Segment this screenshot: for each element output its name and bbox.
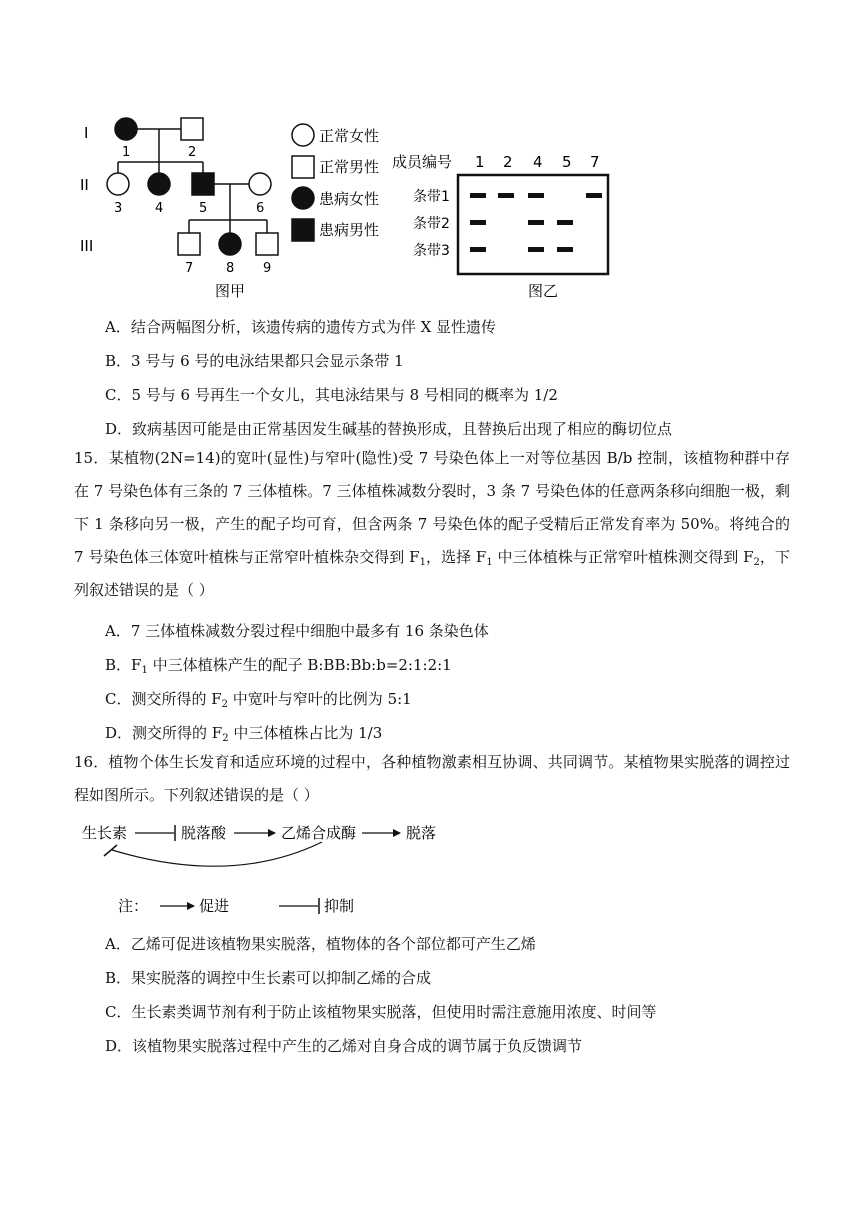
q15-option-b: B．$F_1$ 中三体植株产生的配子 B:BB:Bb:b=2:1:2:1 <box>105 656 452 676</box>
q14-option-c: C．5 号与 6 号再生一个女儿，其电泳结果与 8 号相同的概率为 1/2 <box>105 386 558 404</box>
member-1-affected-female <box>115 118 137 140</box>
q15-stem <box>74 442 790 607</box>
band-1-member-4 <box>528 193 544 198</box>
lane-label-1: 1 <box>475 153 485 171</box>
legend-normal-female-icon <box>292 124 314 146</box>
q15-sub-1: 1 <box>419 557 426 568</box>
q15-stem-part-2: ，选择 F <box>425 548 487 566</box>
q15-sub-2: 1 <box>486 557 493 568</box>
feedback-curve <box>112 842 322 866</box>
q15-stem-part-3: 中三体植株与正常窄叶植株测交得到 F <box>492 548 754 566</box>
q16-option-c: C．生长素类调节剂有利于防止该植物果实脱落，但使用时需注意施用浓度、时间等 <box>105 1003 657 1021</box>
band-1-member-2 <box>498 193 514 198</box>
q15-stem-part-4: ，下列叙述错误的是（ ） <box>74 548 790 599</box>
q14-option-a: A．结合两幅图分析，该遗传病的遗传方式为伴 X 显性遗传 <box>105 318 497 336</box>
q16-stem: 16．植物个体生长发育和适应环境的过程中，各种植物激素相互协调、共同调节。某植物果实脱落的调控过程如图所示。下列叙述错误的是（ ） <box>74 753 790 804</box>
member-9-label: 9 <box>263 261 272 276</box>
node-ethylene-synthase: 乙烯合成酶 <box>281 824 357 842</box>
member-6-normal-female <box>249 173 271 195</box>
q16-option-d: D．该植物果实脱落过程中产生的乙烯对自身合成的调节属于负反馈调节 <box>105 1037 583 1055</box>
legend-normal-male: 正常男性 <box>319 158 380 176</box>
gen-label-1: I <box>84 124 89 142</box>
legend-affected-male: 患病男性 <box>319 221 380 239</box>
member-number-header: 成员编号 <box>392 153 453 171</box>
q15-number: 15． <box>74 449 109 467</box>
band-2-member-1 <box>470 220 486 225</box>
q16-option-a: A．乙烯可促进该植物果实脱落，植物体的各个部位都可产生乙烯 <box>105 935 536 953</box>
band-label-3: 条带3 <box>413 243 450 259</box>
inhibit-label: 抑制 <box>324 897 355 915</box>
lane-label-2: 2 <box>503 153 513 171</box>
member-5-affected-male <box>192 173 214 195</box>
band-3-member-1 <box>470 247 486 252</box>
member-3-label: 3 <box>114 201 123 216</box>
pedigree-figure <box>70 105 400 305</box>
figure-jia-caption: 图甲 <box>215 282 246 300</box>
band-label-1: 条带1 <box>413 189 450 205</box>
member-8-affected-female <box>219 233 241 255</box>
legend-affected-female: 患病女性 <box>319 190 380 208</box>
member-6-label: 6 <box>256 201 265 216</box>
band-3-member-4 <box>528 247 544 252</box>
node-auxin: 生长素 <box>82 824 128 842</box>
member-3-normal-female <box>107 173 129 195</box>
band-2-member-5 <box>557 220 573 225</box>
lane-label-4: 4 <box>533 153 543 171</box>
q16-option-b: B．果实脱落的调控中生长素可以抑制乙烯的合成 <box>105 969 432 987</box>
legend-normal-female: 正常女性 <box>319 127 380 145</box>
q14-option-d: D．致病基因可能是由正常基因发生碱基的替换形成，且替换后出现了相应的酶切位点 <box>105 420 673 438</box>
lane-label-7: 7 <box>590 153 600 171</box>
figure-yi-caption: 图乙 <box>528 282 559 300</box>
band-3-member-5 <box>557 247 573 252</box>
member-5-label: 5 <box>199 201 208 216</box>
member-4-affected-female <box>148 173 170 195</box>
legend-normal-male-icon <box>292 156 314 178</box>
member-7-label: 7 <box>185 261 194 276</box>
band-1-member-7 <box>586 193 602 198</box>
member-8-label: 8 <box>226 261 235 276</box>
q15-stem-part-1: 某植物(2N=14)的宽叶(显性)与窄叶(隐性)受 7 号染色体上一对等位基因 B/b 控制，该植物种群中存在 7 号染色体有三条的 7 三体植株。7 三体植株减数分裂时，3 条 7 号染色体的任意两条移向细胞一极，剩下 1 条移向另一极，产生的配子均可育，但含两条 7 号染色体的配子受精后正常发育率为 50%。将纯合的 7 号染色体三体宽叶植株与正常窄叶植株杂交得到 F <box>74 449 791 566</box>
q15-option-c: C．测交所得的 $F_2$ 中宽叶与窄叶的比例为 5:1 <box>105 690 412 710</box>
promote-label: 促进 <box>199 897 230 915</box>
node-abscission: 脱落 <box>406 824 437 842</box>
note-label: 注： <box>118 897 149 915</box>
member-1-label: 1 <box>122 145 131 160</box>
gen-label-2: II <box>80 176 89 194</box>
q14-option-b: B．3 号与 6 号的电泳结果都只会显示条带 1 <box>105 352 404 370</box>
member-7-normal-male <box>178 233 200 255</box>
gen-label-3: III <box>80 237 94 255</box>
lane-label-5: 5 <box>562 153 572 171</box>
legend-affected-male-icon <box>292 219 314 241</box>
q15-sub-3: 2 <box>753 557 760 568</box>
member-2-normal-male <box>181 118 203 140</box>
band-label-2: 条带2 <box>413 216 450 232</box>
hormone-regulation-diagram <box>82 818 482 923</box>
band-1-member-1 <box>470 193 486 198</box>
member-9-normal-male <box>256 233 278 255</box>
legend-affected-female-icon <box>292 187 314 209</box>
node-abscisic-acid: 脱落酸 <box>181 824 227 842</box>
q15-option-a: A．7 三体植株减数分裂过程中细胞中最多有 16 条染色体 <box>105 622 489 640</box>
q15-option-d: D．测交所得的 $F_2$ 中三体植株占比为 1/3 <box>105 724 383 744</box>
member-2-label: 2 <box>188 145 197 160</box>
band-2-member-4 <box>528 220 544 225</box>
member-4-label: 4 <box>155 201 164 216</box>
electrophoresis-figure <box>390 145 620 305</box>
